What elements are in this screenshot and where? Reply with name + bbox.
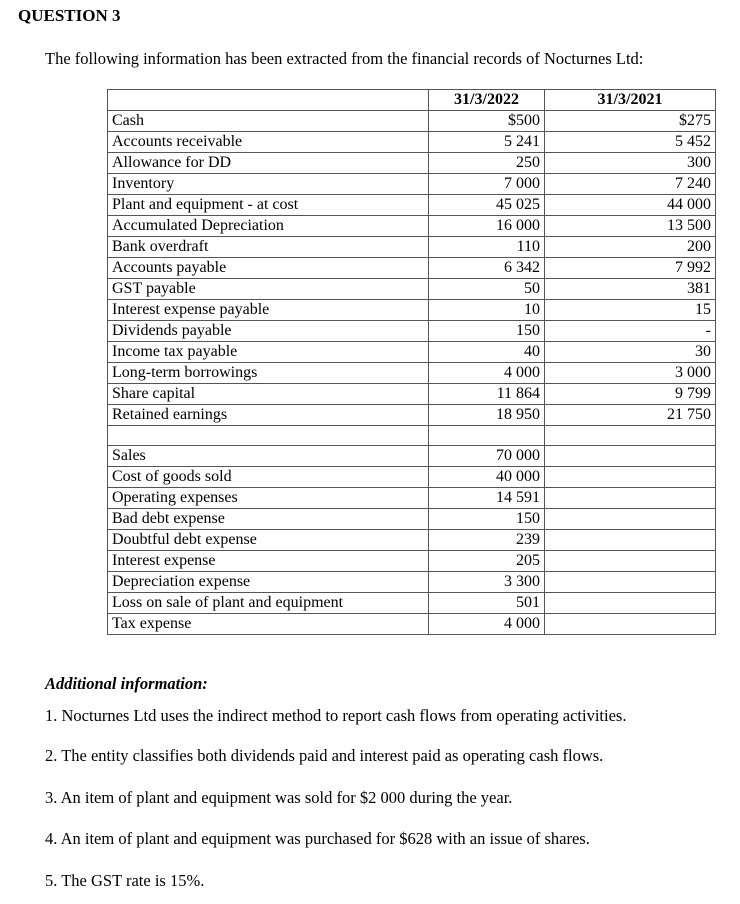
note-1: 1. Nocturnes Ltd uses the indirect method to report cash flows from operating activities. (45, 706, 627, 725)
value-2022: 70 000 (429, 446, 545, 467)
row-label: Accounts payable (108, 258, 429, 279)
value-2022: 4 000 (429, 363, 545, 384)
value-2021: 300 (545, 153, 716, 174)
value-2021: 9 799 (545, 384, 716, 405)
table-row (108, 174, 716, 195)
value-2022: 239 (429, 530, 545, 551)
table-row (108, 342, 716, 363)
value-2022: 4 000 (429, 614, 545, 635)
table-row (108, 321, 716, 342)
value-2022: 150 (429, 509, 545, 530)
value-2021: 30 (545, 342, 716, 363)
table-spacer-row (108, 426, 716, 446)
note-2: 2. The entity classifies both dividends paid and interest paid as operating cash flows. (45, 746, 604, 765)
table-row (108, 258, 716, 279)
table-row (108, 551, 716, 572)
value-2022: 50 (429, 279, 545, 300)
row-label: Accumulated Depreciation (108, 216, 429, 237)
question-title: QUESTION 3 (18, 6, 121, 25)
value-2022: 18 950 (429, 405, 545, 426)
table-row (108, 446, 716, 467)
value-2021: 7 240 (545, 174, 716, 195)
row-label: Bad debt expense (108, 509, 429, 530)
value-2021: 381 (545, 279, 716, 300)
header-2022: 31/3/2022 (429, 90, 545, 111)
value-2021: 7 992 (545, 258, 716, 279)
value-2022: 11 864 (429, 384, 545, 405)
value-2021: 21 750 (545, 405, 716, 426)
table-row (108, 237, 716, 258)
spacer-cell (108, 426, 429, 446)
table-row (108, 153, 716, 174)
financial-records-table (107, 89, 716, 635)
header-2021: 31/3/2021 (545, 90, 716, 111)
table-row (108, 488, 716, 509)
table-row (108, 132, 716, 153)
value-2021: $275 (545, 111, 716, 132)
value-2021-empty (545, 530, 716, 551)
value-2021-empty (545, 551, 716, 572)
additional-info-heading: Additional information: (45, 674, 208, 693)
value-2022: 250 (429, 153, 545, 174)
row-label: Dividends payable (108, 321, 429, 342)
table-row (108, 530, 716, 551)
table-row (108, 111, 716, 132)
row-label: Long-term borrowings (108, 363, 429, 384)
note-3: 3. An item of plant and equipment was sold for $2 000 during the year. (45, 788, 513, 807)
table-row (108, 300, 716, 321)
value-2021-empty (545, 446, 716, 467)
value-2021-empty (545, 509, 716, 530)
row-label: Sales (108, 446, 429, 467)
row-label: Interest expense (108, 551, 429, 572)
value-2022: 40 (429, 342, 545, 363)
table-row (108, 384, 716, 405)
table-row (108, 467, 716, 488)
row-label: Share capital (108, 384, 429, 405)
table-row (108, 405, 716, 426)
value-2021: 5 452 (545, 132, 716, 153)
table-header-row (108, 90, 716, 111)
row-label: Operating expenses (108, 488, 429, 509)
row-label: Income tax payable (108, 342, 429, 363)
value-2022: 14 591 (429, 488, 545, 509)
table-row (108, 509, 716, 530)
row-label: Bank overdraft (108, 237, 429, 258)
row-label: Doubtful debt expense (108, 530, 429, 551)
table-row (108, 593, 716, 614)
spacer-cell (545, 426, 716, 446)
row-label: Allowance for DD (108, 153, 429, 174)
table-row (108, 195, 716, 216)
value-2022: $500 (429, 111, 545, 132)
value-2022: 16 000 (429, 216, 545, 237)
value-2022: 6 342 (429, 258, 545, 279)
value-2021: 13 500 (545, 216, 716, 237)
value-2021: 44 000 (545, 195, 716, 216)
note-4: 4. An item of plant and equipment was purchased for $628 with an issue of shares. (45, 829, 590, 848)
value-2022: 5 241 (429, 132, 545, 153)
value-2021-empty (545, 593, 716, 614)
value-2022: 7 000 (429, 174, 545, 195)
value-2022: 150 (429, 321, 545, 342)
value-2022: 110 (429, 237, 545, 258)
table-row (108, 279, 716, 300)
value-2021: 3 000 (545, 363, 716, 384)
row-label: Retained earnings (108, 405, 429, 426)
row-label: GST payable (108, 279, 429, 300)
value-2022: 501 (429, 593, 545, 614)
value-2022: 40 000 (429, 467, 545, 488)
note-5: 5. The GST rate is 15%. (45, 871, 205, 890)
table-row (108, 572, 716, 593)
value-2021-empty (545, 488, 716, 509)
row-label: Accounts receivable (108, 132, 429, 153)
row-label: Plant and equipment - at cost (108, 195, 429, 216)
value-2022: 10 (429, 300, 545, 321)
spacer-cell (429, 426, 545, 446)
row-label: Tax expense (108, 614, 429, 635)
value-2021: - (545, 321, 716, 342)
intro-text: The following information has been extracted from the financial records of Nocturnes Ltd: (45, 49, 644, 68)
table-row (108, 614, 716, 635)
table-row (108, 216, 716, 237)
row-label: Depreciation expense (108, 572, 429, 593)
row-label: Interest expense payable (108, 300, 429, 321)
value-2022: 45 025 (429, 195, 545, 216)
value-2021-empty (545, 467, 716, 488)
header-blank-cell (108, 90, 429, 111)
value-2021-empty (545, 572, 716, 593)
value-2022: 3 300 (429, 572, 545, 593)
value-2021: 200 (545, 237, 716, 258)
row-label: Cash (108, 111, 429, 132)
value-2021: 15 (545, 300, 716, 321)
value-2021-empty (545, 614, 716, 635)
row-label: Inventory (108, 174, 429, 195)
row-label: Cost of goods sold (108, 467, 429, 488)
row-label: Loss on sale of plant and equipment (108, 593, 429, 614)
value-2022: 205 (429, 551, 545, 572)
table-row (108, 363, 716, 384)
